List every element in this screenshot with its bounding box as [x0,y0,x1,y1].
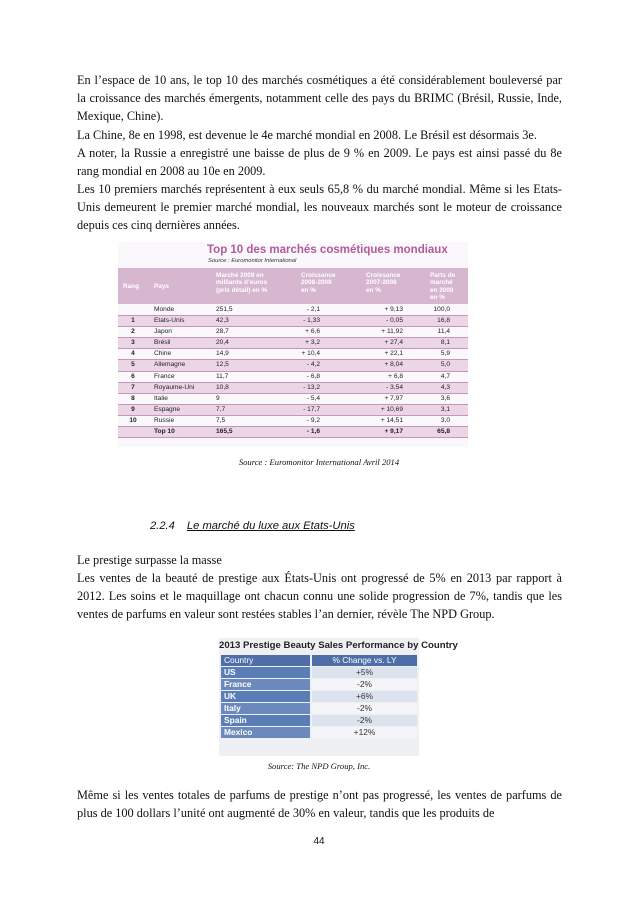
country-cell: Top 10 [154,428,175,436]
growth-2008-2009-cell: + 3,2 [305,339,320,347]
header-parts-de-marche: Parts de marché en 2009 en % [430,272,456,301]
growth-2007-2008-cell: + 9,13 [384,306,403,313]
country-cell: Chine [154,350,172,358]
rank-cell: 10 [129,416,137,424]
country-cell: Russie [154,416,175,424]
rank-cell: 1 [131,317,135,325]
rank-cell: 7 [131,383,135,391]
market-share-cell: 8,1 [440,339,450,347]
table-row [118,405,468,416]
market-value-cell: 7,7 [216,405,226,413]
table1-caption: Source : Euromonitor International Avril 2014 [238,457,400,467]
market-share-cell: 100,0 [433,306,450,313]
growth-2008-2009-cell: - 13,2 [303,383,320,391]
growth-2008-2009-cell: + 10,4 [301,350,320,358]
table-row [118,316,468,327]
prestige-beauty-table [219,638,458,756]
prestige-paragraph: Les ventes de la beauté de prestige aux États-Unis ont progressé de 5% en 2013 par rapport à 2012. Les soins et le maquillage ont chacun connu une solide progression de 7%, tandis que les ventes de parfums en valeur sont restées stables l’an dernier, révèle The NPD Group. [77,571,562,622]
growth-2007-2008-cell: + 22,1 [384,350,403,358]
market-share-cell: 4,3 [440,383,450,391]
rank-cell: 6 [131,372,135,380]
change-cell: -2% [312,715,417,726]
rank-cell: 8 [131,394,135,402]
country-cell: Mexico [221,727,310,738]
table-row [118,383,468,394]
market-share-cell: 5,0 [440,361,450,369]
table2-title: 2013 Prestige Beauty Sales Performance by Country [219,640,458,651]
country-cell: France [154,372,175,380]
growth-2007-2008-cell: + 10,69 [380,405,403,413]
table-row [118,349,468,360]
table-body [118,305,468,438]
table-header [118,268,468,304]
growth-2008-2009-cell: - 5,4 [306,394,320,402]
market-value-cell: 42,3 [216,317,229,325]
market-share-cell: 3,6 [440,394,450,402]
market-share-cell: 65,8 [437,428,450,436]
change-cell: +5% [312,667,417,678]
table-row [118,305,468,316]
growth-2008-2009-cell: - 9,2 [306,416,320,424]
growth-2007-2008-cell: - 3,54 [386,383,403,391]
country-cell: Japon [154,328,172,336]
table-title: Top 10 des marchés cosmétiques mondiaux [207,244,448,256]
header-pays: Pays [154,283,169,290]
growth-2008-2009-cell: - 4,2 [306,361,320,369]
growth-2008-2009-cell: - 2,1 [306,306,320,313]
table2-header [221,655,417,666]
table2-grid [221,655,417,739]
header-change: % Change vs. LY [312,655,417,666]
change-cell: -2% [312,703,417,714]
country-cell: US [221,667,310,678]
market-value-cell: 7,5 [216,416,226,424]
country-cell: Italie [154,394,168,402]
header-country: Country [221,655,310,666]
table2-caption: Source: The NPD Group, Inc. [267,761,371,771]
market-value-cell: 28,7 [216,328,229,336]
growth-2008-2009-cell: - 1,6 [306,428,320,436]
rank-cell: 2 [131,328,135,336]
table2-row [221,679,417,690]
section-heading [150,520,355,532]
country-cell: Italy [221,703,310,714]
country-cell: Monde [154,306,175,313]
header-croissance-2007-2008: Croissance 2007-2008 en % [366,272,401,294]
market-share-cell: 16,8 [437,317,450,325]
table2-row [221,703,417,714]
market-share-cell: 11,4 [437,328,450,336]
country-cell: UK [221,691,310,702]
table2-row [221,667,417,678]
growth-2007-2008-cell: + 11,92 [381,328,403,336]
rank-cell: 4 [131,350,135,358]
rank-cell: 5 [131,361,135,369]
market-share-cell: 5,9 [440,350,450,358]
top10-markets-table [118,242,468,447]
intro-paragraph: En l’espace de 10 ans, le top 10 des marchés cosmétiques a été considérablement bouleversé par la croissance des marchés émergents, notamment celle des pays du BRIMC (Brésil, Russie, Inde, Mexique, Chine). [77,73,562,124]
country-cell: Allemagne [154,361,186,369]
market-share-cell: 3,0 [440,416,450,424]
market-value-cell: 165,5 [216,428,233,436]
section-title: Le marché du luxe aux Etats-Unis [186,520,355,532]
table-row [118,372,468,383]
russia-paragraph: A noter, la Russie a enregistré une baisse de plus de 9 % en 2009. Le pays est ainsi passé du 8e rang mondial en 2008 au 10e en 2009. [77,146,562,179]
header-rang: Rang [123,283,139,290]
header-croissance-2008-2009: Croissance 2008-2009 en % [301,272,336,294]
growth-2007-2008-cell: + 6,8 [388,372,403,380]
table2-row [221,727,417,738]
header-marche: Marché 2009 en milliards d’euros (prix détail) en % [216,272,268,294]
market-value-cell: 10,8 [216,383,229,391]
table-row [118,327,468,338]
change-cell: +6% [312,691,417,702]
page-number: 44 [313,836,325,847]
growth-2008-2009-cell: - 6,8 [306,372,320,380]
country-cell: France [221,679,310,690]
market-value-cell: 251,5 [216,306,233,313]
table-row [118,427,468,438]
table-row [118,416,468,427]
country-cell: Royaume-Uni [154,383,195,391]
change-cell: +12% [312,727,417,738]
growth-2007-2008-cell: + 9,17 [384,428,403,436]
country-cell: Etats-Unis [154,317,185,325]
market-value-cell: 9 [216,394,220,402]
growth-2007-2008-cell: + 27,4 [384,339,403,347]
table-row [118,360,468,371]
growth-2007-2008-cell: - 0,05 [386,317,403,325]
growth-2007-2008-cell: + 7,97 [384,394,403,402]
growth-2008-2009-cell: + 6,6 [305,328,320,336]
growth-2008-2009-cell: - 1,33 [303,317,320,325]
table2-row [221,715,417,726]
prestige-subtitle: Le prestige surpasse la masse [77,553,222,567]
table-row [118,394,468,405]
market-share-cell: 3,1 [440,405,450,413]
bottom-paragraph: Même si les ventes totales de parfums de prestige n’ont pas progressé, les ventes de parfums de plus de 100 dollars l’unité ont augmenté de 30% en valeur, tandis que les produits de [77,788,562,821]
country-cell: Brésil [154,339,171,347]
change-cell: -2% [312,679,417,690]
market-value-cell: 14,9 [216,350,229,358]
market-value-cell: 20,4 [216,339,229,347]
china-paragraph: La Chine, 8e en 1998, est devenue le 4e marché mondial en 2008. Le Brésil est désormais 3e. [77,128,537,142]
country-cell: Espagne [154,405,181,413]
table2-row [221,691,417,702]
market-value-cell: 12,5 [216,361,229,369]
section-number: 2.2.4 [150,520,175,532]
market-share-cell: 4,7 [440,372,450,380]
growth-2007-2008-cell: + 8,04 [384,361,403,369]
market-value-cell: 11,7 [216,372,229,380]
country-cell: Spain [221,715,310,726]
growth-2007-2008-cell: + 14,51 [380,416,403,424]
table-source: Source : Euromonitor International [208,258,297,264]
top10-paragraph: Les 10 premiers marchés représentent à eux seuls 65,8 % du marché mondial. Même si les Etats-Unis demeurent le premier marché mondial, les nouveaux marchés sont le moteur de croissance depuis ces cinq dernières années. [77,182,562,233]
table-row [118,338,468,349]
rank-cell: 3 [131,339,135,347]
rank-cell: 9 [131,405,135,413]
growth-2008-2009-cell: - 17,7 [303,405,320,413]
